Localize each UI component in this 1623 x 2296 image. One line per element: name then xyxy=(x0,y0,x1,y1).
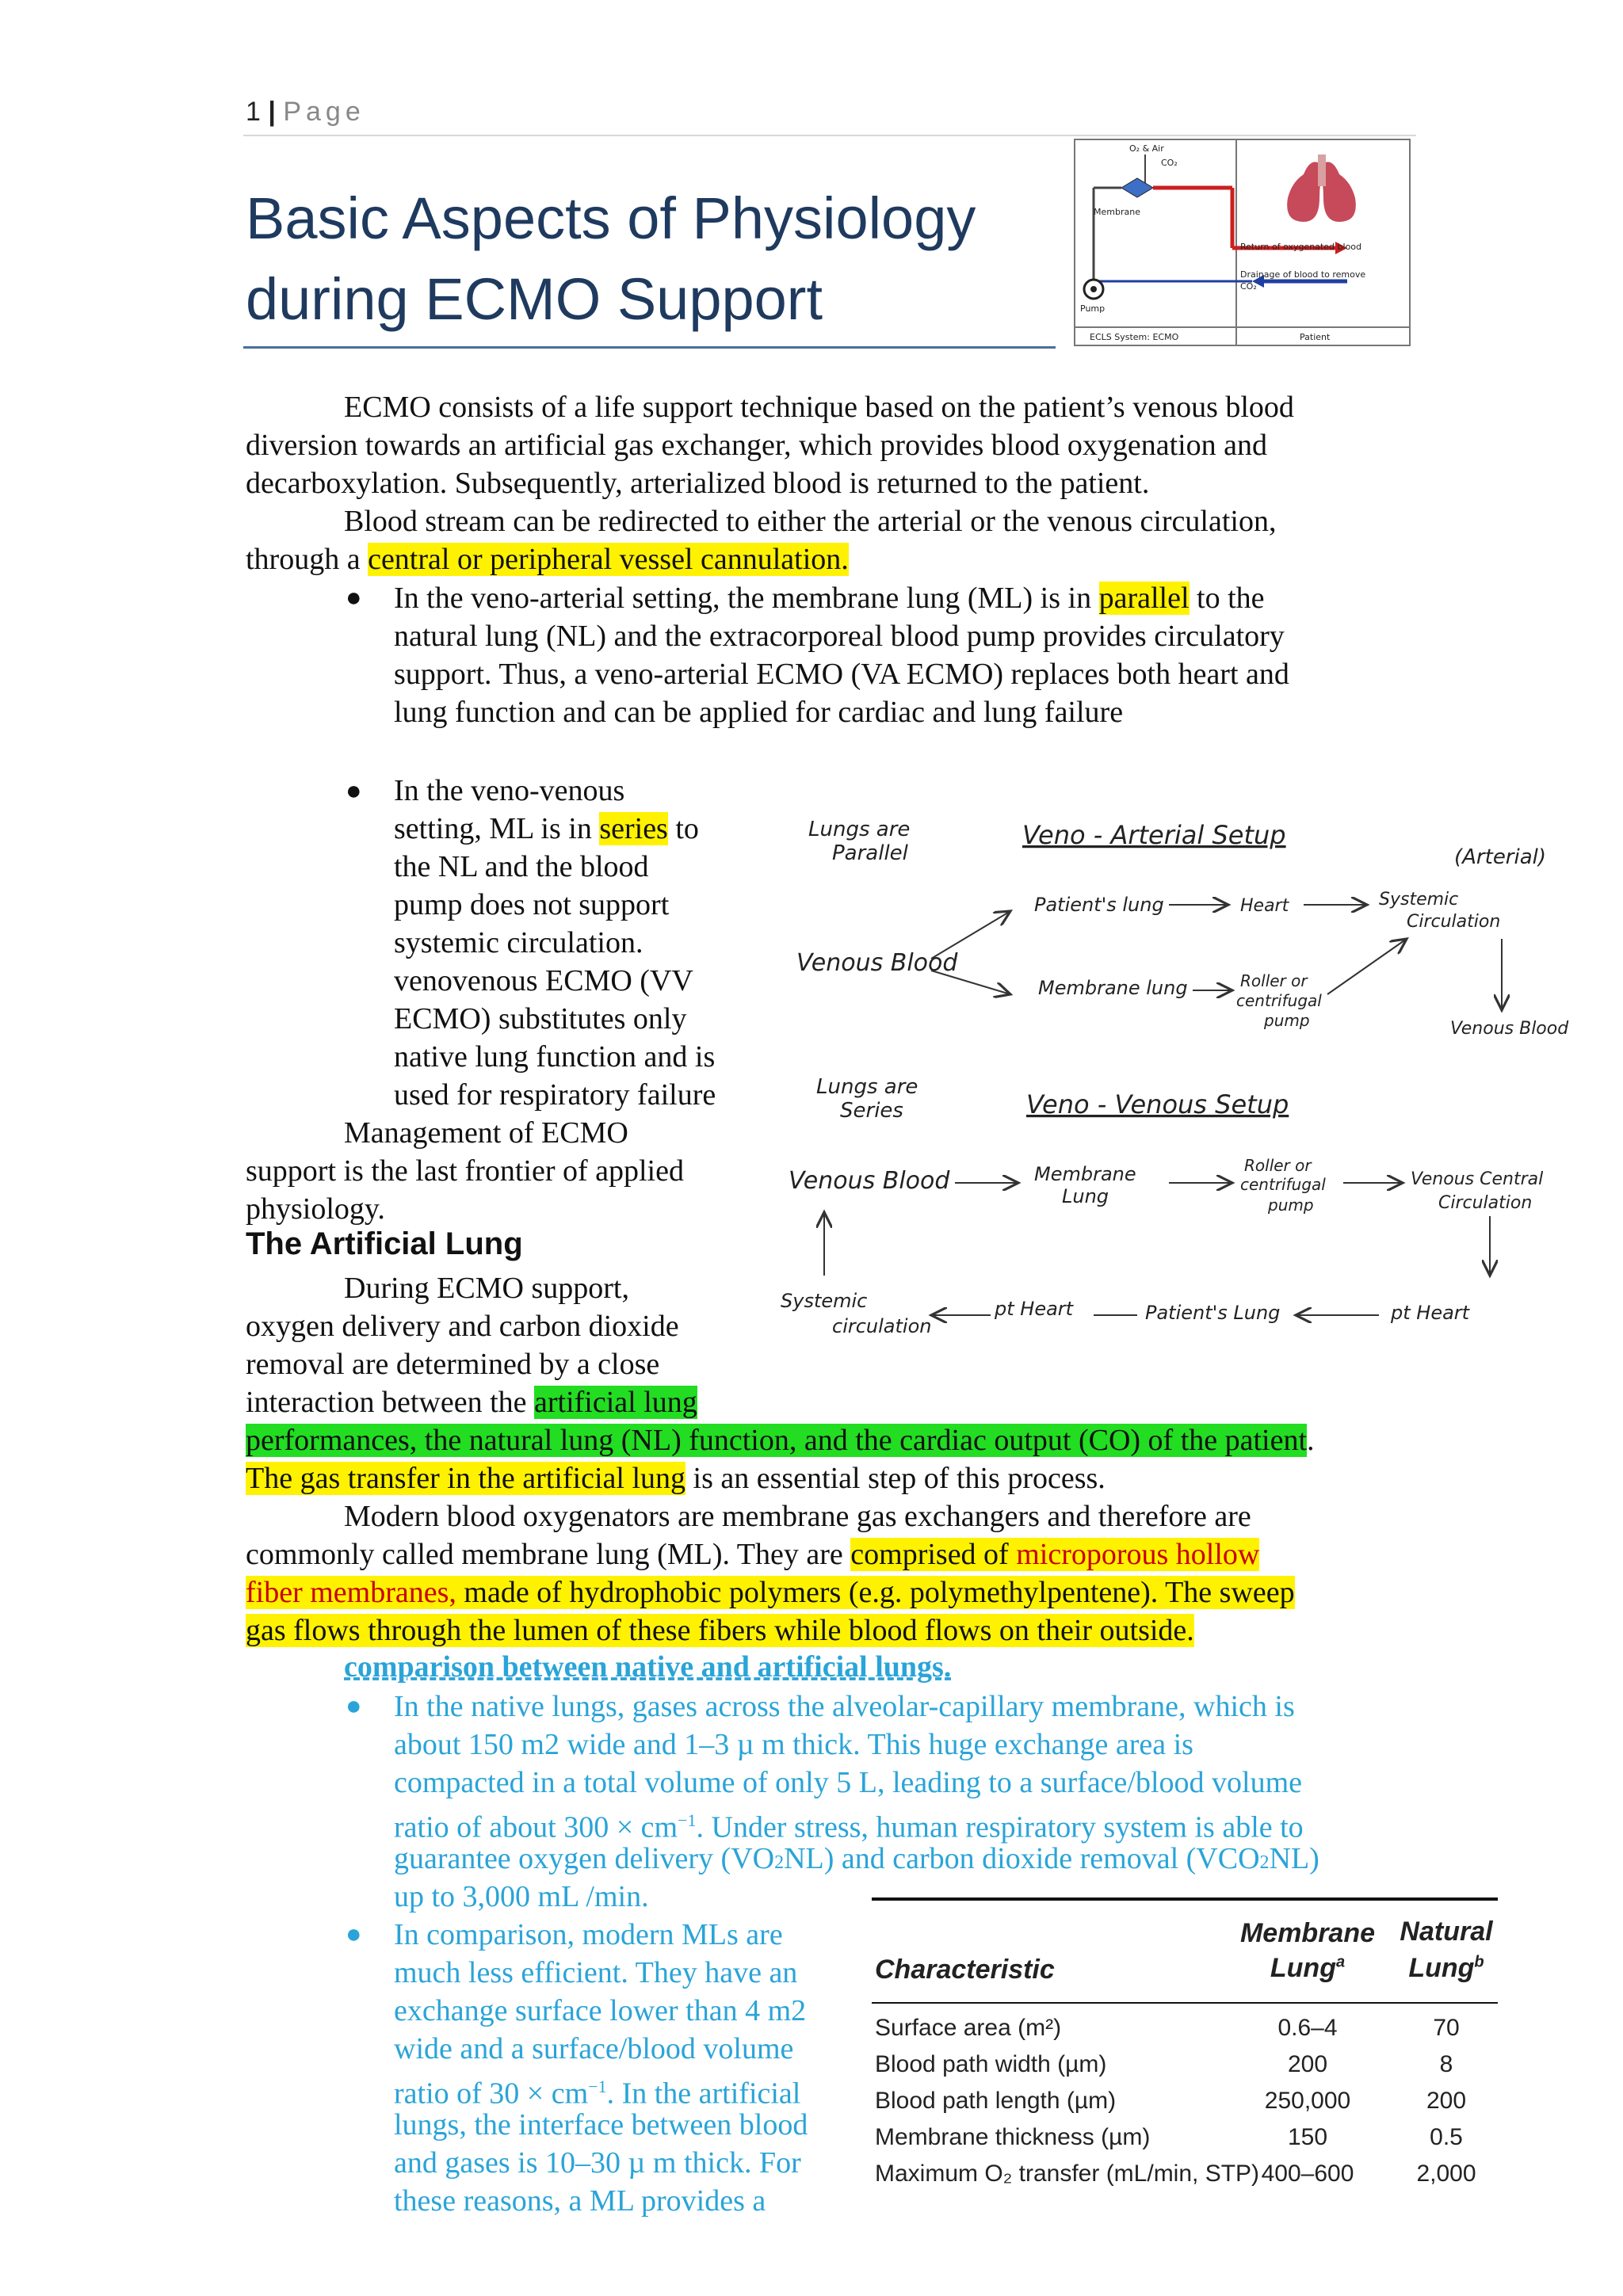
table-header-lung-a: Lung xyxy=(1270,1953,1336,1983)
diag-venous-central-2: Circulation xyxy=(1438,1193,1533,1213)
vv-line-2-a: setting, ML is in xyxy=(394,812,600,845)
fig-co2: CO₂ xyxy=(1161,158,1178,168)
intro-line-5-text: through a xyxy=(246,543,369,576)
management-line-3: physiology. xyxy=(246,1192,385,1226)
table-cell: 400–600 xyxy=(1261,2161,1354,2187)
comp-b2-line-8: these reasons, a ML provides a xyxy=(394,2184,766,2218)
vv-line-5: systemic circulation. xyxy=(394,926,643,959)
va-line-1-b: to the xyxy=(1189,582,1265,615)
va-line-2: natural lung (NL) and the extracorporeal blood pump provides circulatory xyxy=(394,620,1285,653)
comp-b1-l5-sub1: 2 xyxy=(774,1852,785,1873)
artificial-lung-highlight: artificial lung xyxy=(534,1386,697,1419)
artificial-line-1: During ECMO support, xyxy=(344,1272,629,1305)
table-header-lung-b: Lung xyxy=(1408,1953,1475,1983)
modern-line-3 xyxy=(246,1573,1295,1611)
comp-b1-l4-sup: −1 xyxy=(678,1810,697,1830)
artificial-line-4 xyxy=(246,1383,697,1421)
page-number: 1 xyxy=(246,97,261,127)
table-cell: 0.6–4 xyxy=(1277,2015,1338,2041)
comp-b1-line-2: about 150 m2 wide and 1–3 µ m thick. This huge exchange area is xyxy=(394,1728,1193,1761)
modern-line-1: Modern blood oxygenators are membrane gas exchangers and therefore are xyxy=(344,1500,1251,1533)
fig-caption-left: ECLS System: ECMO xyxy=(1090,332,1179,342)
bullet-dot: ● xyxy=(346,1920,362,1949)
sweep-gas-highlight: gas flows through the lumen of these fibers while blood flows on their outside. xyxy=(246,1614,1194,1647)
table-body xyxy=(872,2004,1498,2197)
ecmo-setup-diagram xyxy=(773,800,1585,1355)
vv-line-7: ECMO) substitutes only xyxy=(394,1002,687,1035)
comp-b1-l5-a: guarantee oxygen delivery (VO xyxy=(394,1842,775,1875)
diag-lungs-series-1: Lungs are xyxy=(816,1075,918,1099)
diag-roller-1: Roller or xyxy=(1240,971,1308,990)
table-cell: Maximum O₂ transfer (mL/min, STP) xyxy=(875,2161,1260,2187)
intro-line-4: Blood stream can be redirected to either the arterial or the venous circulation, xyxy=(344,505,1277,538)
fig-pump: Pump xyxy=(1080,303,1106,314)
comparison-heading: comparison between native and artificial lungs. xyxy=(344,1650,952,1684)
management-line-1: Management of ECMO xyxy=(344,1116,628,1150)
title-rule xyxy=(243,346,1056,349)
table-cell: 200 xyxy=(1287,2051,1328,2077)
table-row xyxy=(872,2015,1498,2051)
modern-line-2-a: commonly called membrane lung (ML). They are xyxy=(246,1538,851,1571)
comp-b1-line-5 xyxy=(394,1840,1319,1882)
diag-pt-heart-right: pt Heart xyxy=(1391,1302,1470,1324)
comp-b1-l5-c: NL) xyxy=(1269,1842,1319,1875)
bullet-dot: ● xyxy=(346,583,362,612)
fig-return-label: Return of oxygenated blood xyxy=(1240,242,1362,252)
diag-roller-2b: centrifugal xyxy=(1240,1175,1326,1194)
vv-line-9: used for respiratory failure xyxy=(394,1078,716,1112)
artificial-line-6 xyxy=(246,1459,1106,1497)
modern-line-4 xyxy=(246,1611,1194,1650)
comp-b2-line-4: wide and a surface/blood volume xyxy=(394,2032,794,2065)
table-cell: 70 xyxy=(1433,2015,1460,2041)
va-line-1-a: In the veno-arterial setting, the membrane lung (ML) is in xyxy=(394,582,1099,615)
fig-drainage-label-1: Drainage of blood to remove xyxy=(1240,269,1366,280)
table-header-row xyxy=(872,1901,1498,2002)
comp-b2-line-3: exchange surface lower than 4 m2 xyxy=(394,1994,807,2027)
table-header-natural-lung xyxy=(1395,1953,1498,1984)
table-cell: Blood path length (µm) xyxy=(875,2088,1117,2114)
cannulation-highlight: central or peripheral vessel cannulation. xyxy=(368,543,849,576)
vv-line-2 xyxy=(394,810,699,848)
intro-line-3: decarboxylation. Subsequently, arterialized blood is returned to the patient. xyxy=(246,467,1150,500)
table-cell: 8 xyxy=(1439,2051,1453,2077)
comp-b1-line-6: up to 3,000 mL /min. xyxy=(394,1880,649,1913)
diag-lungs-series-2: Series xyxy=(840,1099,903,1123)
comp-b1-l5-b: NL) and carbon dioxide removal (VCO xyxy=(784,1842,1260,1875)
vv-line-1: In the veno-venous xyxy=(394,774,625,807)
page-number-header xyxy=(246,97,365,128)
table-header-sup-b: b xyxy=(1474,1953,1484,1971)
fig-membrane: Membrane xyxy=(1094,207,1140,217)
series-highlight: series xyxy=(599,812,668,845)
va-line-3: support. Thus, a veno-arterial ECMO (VA ECMO) replaces both heart and xyxy=(394,658,1289,691)
table-header-sup-a: a xyxy=(1335,1953,1346,1971)
diag-membrane-lung: Membrane lung xyxy=(1038,977,1188,999)
diag-membrane-2b: Lung xyxy=(1062,1185,1109,1207)
diag-roller-3: pump xyxy=(1264,1011,1310,1030)
table-cell: Membrane thickness (µm) xyxy=(875,2124,1151,2150)
artificial-line-6-b: is an essential step of this process. xyxy=(685,1462,1106,1495)
diag-systemic-2b: circulation xyxy=(832,1315,932,1337)
comp-b2-line-1: In comparison, modern MLs are xyxy=(394,1918,783,1951)
diag-systemic-1: Systemic xyxy=(1379,890,1459,910)
microporous-red: microporous hollow xyxy=(1016,1538,1260,1571)
diag-roller-2: centrifugal xyxy=(1236,991,1322,1010)
fiber-membranes-red: fiber membranes, xyxy=(246,1576,456,1609)
comparison-table xyxy=(872,1897,1498,2197)
modern-line-2 xyxy=(246,1535,1259,1573)
comprised-highlight: comprised of xyxy=(850,1538,1017,1571)
diag-patients-lung: Patient's lung xyxy=(1034,894,1164,916)
fig-o2-air: O₂ & Air xyxy=(1129,143,1164,154)
table-cell: Surface area (m²) xyxy=(875,2015,1062,2041)
management-line-2: support is the last frontier of applied xyxy=(246,1154,684,1188)
table-row xyxy=(872,2161,1498,2197)
artificial-line-3: removal are determined by a close xyxy=(246,1348,660,1381)
page-separator: | xyxy=(268,97,276,127)
diag-lungs-parallel-1: Lungs are xyxy=(808,818,911,841)
comp-b1-l5-sub2: 2 xyxy=(1259,1852,1270,1873)
va-line-1 xyxy=(394,579,1265,617)
diag-heart: Heart xyxy=(1240,896,1289,916)
diag-arterial: (Arterial) xyxy=(1454,845,1547,869)
comp-b2-l5-b: . In the artificial xyxy=(606,2077,801,2111)
header-rule xyxy=(243,135,1416,136)
diag-va-title: Veno - Arterial Setup xyxy=(1022,820,1286,850)
vv-line-4: pump does not support xyxy=(394,888,670,921)
performances-highlight: performances, the natural lung (NL) function, and the cardiac output (CO) of the patient xyxy=(246,1424,1308,1457)
diag-venous-blood-2: Venous Blood xyxy=(789,1167,950,1195)
diag-vv-title: Veno - Venous Setup xyxy=(1026,1089,1289,1119)
artificial-line-5 xyxy=(246,1421,1315,1459)
table-header-membrane: Membrane xyxy=(1239,1918,1376,1948)
title-line-2: during ECMO Support xyxy=(246,266,823,332)
table-cell: 0.5 xyxy=(1430,2124,1463,2150)
vv-line-3: the NL and the blood xyxy=(394,850,649,883)
fig-caption-right: Patient xyxy=(1300,332,1331,342)
diag-systemic-2a: Systemic xyxy=(781,1290,868,1312)
diag-venous-blood-right: Venous Blood xyxy=(1450,1019,1569,1039)
bullet-dot: ● xyxy=(346,1691,362,1721)
diag-pt-heart-left: pt Heart xyxy=(995,1298,1074,1320)
vv-line-8: native lung function and is xyxy=(394,1040,716,1074)
comp-b1-line-1: In the native lungs, gases across the alveolar-capillary membrane, which is xyxy=(394,1690,1295,1723)
table-cell: 200 xyxy=(1426,2088,1467,2114)
intro-line-1: ECMO consists of a life support technique based on the patient’s venous blood xyxy=(344,391,1294,424)
table-row xyxy=(872,2124,1498,2161)
comp-b1-l4-b: . Under stress, human respiratory system is able to xyxy=(696,1810,1304,1844)
table-cell: 250,000 xyxy=(1264,2088,1351,2114)
table-header-membrane-lung xyxy=(1236,1953,1379,1984)
va-line-4: lung function and can be applied for cardiac and lung failure xyxy=(394,696,1124,729)
intro-line-5 xyxy=(246,540,849,578)
bullet-dot: ● xyxy=(346,776,362,806)
table-cell: 150 xyxy=(1287,2124,1328,2150)
diag-venous-central-1: Venous Central xyxy=(1411,1169,1544,1189)
diag-roller-2a: Roller or xyxy=(1244,1156,1312,1175)
artificial-line-4-a: interaction between the xyxy=(246,1386,535,1419)
table-cell: 2,000 xyxy=(1416,2161,1476,2187)
diag-roller-2c: pump xyxy=(1268,1196,1314,1215)
table-row xyxy=(872,2088,1498,2124)
table-cell: Blood path width (µm) xyxy=(875,2051,1107,2077)
diag-lungs-parallel-2: Parallel xyxy=(832,841,908,865)
diag-systemic-2: Circulation xyxy=(1407,912,1501,932)
page-word: Page xyxy=(283,97,365,127)
artificial-line-5-b: . xyxy=(1307,1424,1315,1457)
comp-b2-line-6: lungs, the interface between blood xyxy=(394,2108,808,2142)
vv-line-2-b: to xyxy=(667,812,699,845)
title-line-1: Basic Aspects of Physiology xyxy=(246,185,976,251)
vv-line-6: venovenous ECMO (VV xyxy=(394,964,693,997)
comp-b2-l5-sup: −1 xyxy=(588,2077,607,2096)
section-heading: The Artificial Lung xyxy=(246,1226,523,1261)
gas-transfer-highlight: The gas transfer in the artificial lung xyxy=(246,1462,686,1495)
polymers-highlight: made of hydrophobic polymers (e.g. polymethylpentene). The sweep xyxy=(456,1576,1295,1609)
table-row xyxy=(872,2051,1498,2088)
comp-b2-line-7: and gases is 10–30 µ m thick. For xyxy=(394,2146,801,2180)
fig-drainage-label-2: CO₂ xyxy=(1240,281,1257,292)
intro-line-2: diversion towards an artificial gas exchanger, which provides blood oxygenation and xyxy=(246,429,1268,462)
diag-venous-blood: Venous Blood xyxy=(796,949,958,977)
ecmo-circuit-figure xyxy=(1074,139,1411,346)
diag-membrane-2a: Membrane xyxy=(1034,1163,1136,1185)
parallel-highlight: parallel xyxy=(1098,582,1190,615)
comp-b2-l5-a: ratio of 30 × cm xyxy=(394,2077,589,2111)
diag-patients-lung-2: Patient's Lung xyxy=(1145,1302,1281,1324)
comp-b2-line-2: much less efficient. They have an xyxy=(394,1956,798,1989)
comp-b1-line-3: compacted in a total volume of only 5 L, leading to a surface/blood volume xyxy=(394,1766,1303,1799)
page-title xyxy=(246,178,976,340)
artificial-line-2: oxygen delivery and carbon dioxide xyxy=(246,1310,679,1343)
table-header-characteristic: Characteristic xyxy=(875,1955,1055,1985)
comp-b1-l4-a: ratio of about 300 × cm xyxy=(394,1810,678,1844)
table-header-natural: Natural xyxy=(1400,1917,1493,1947)
